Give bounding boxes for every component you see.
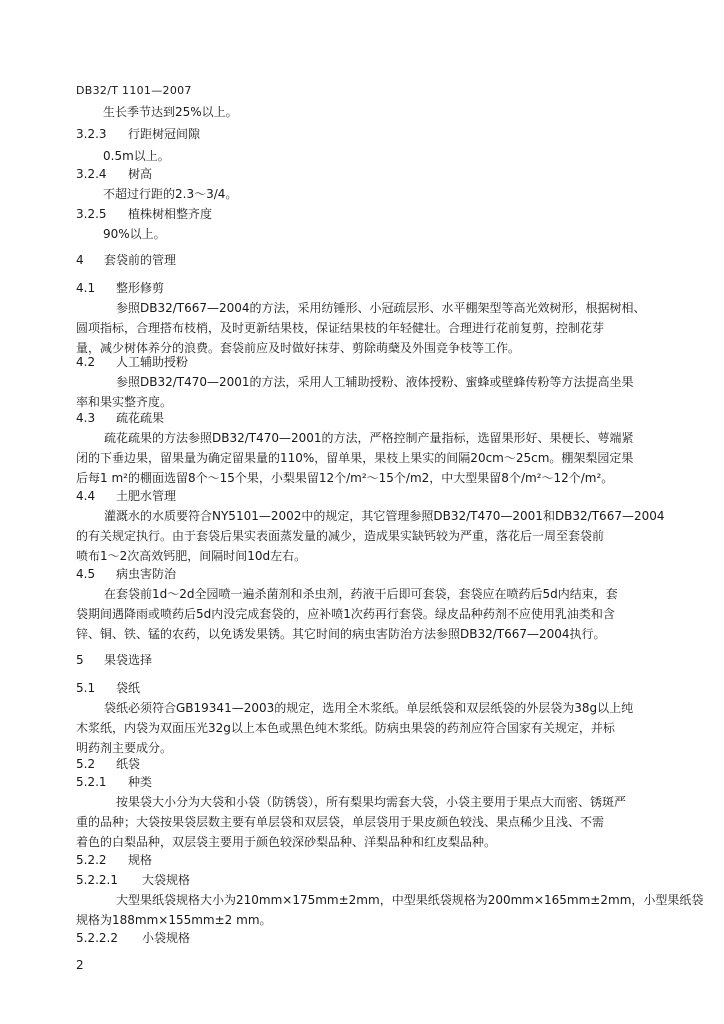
section-heading — [76, 280, 164, 296]
heading-title: 人工辅助授粉 — [116, 355, 189, 369]
text-line: 喷布1～2次高效钙肥，间隔时间10d左右。 — [76, 549, 307, 563]
text-line: 参照DB32/T470—2001的方法，采用人工辅助授粉、液体授粉、蜜蜂或壁蜂传粉等方法提高坐果 — [116, 375, 634, 389]
heading-number: 5.2.1 — [76, 775, 107, 789]
heading-title: 小袋规格 — [142, 931, 191, 945]
section-heading — [76, 930, 190, 946]
page-number: 2 — [76, 958, 84, 972]
text-line: 着色的白梨品种，双层袋主要用于颜色较深砂梨品种、洋梨品种和红皮梨品种。 — [76, 835, 497, 849]
text-line: 灌溉水的水质要符合NY5101—2002中的规定，其它管理参照DB32/T470—2001和DB32/T667—2004 — [104, 509, 665, 523]
section-heading — [76, 872, 190, 888]
section-heading — [76, 680, 140, 696]
text-line: 的有关规定执行。由于套袋后果实表面蒸发量的减少，造成果实缺钙较为严重，落花后一周至套袋前 — [76, 529, 605, 543]
section-heading — [76, 354, 188, 370]
heading-title: 疏花疏果 — [116, 411, 165, 425]
heading-number: 4.2 — [76, 355, 96, 369]
heading-number: 5 — [76, 653, 84, 667]
heading-number: 5.2 — [76, 757, 96, 771]
section-heading — [76, 166, 152, 182]
section-heading — [76, 410, 164, 426]
text-line: 在套袋前1d～2d全园喷一遍杀菌剂和杀虫剂，药液干后即可套袋，套袋应在喷药后5d内结束，套 — [104, 587, 618, 601]
text-line: 袋期间遇降雨或喷药后5d内没完成套袋的，应补喷1次药再行套袋。绿皮品种药剂不应使用乳油类和含 — [76, 607, 615, 621]
heading-title: 树高 — [128, 167, 153, 181]
heading-title: 种类 — [128, 775, 153, 789]
heading-title: 大袋规格 — [142, 873, 191, 887]
heading-number: 4.5 — [76, 567, 96, 581]
section-heading — [76, 252, 176, 268]
text-line: 袋纸必须符合GB19341—2003的规定，选用全木浆纸。单层纸袋和双层纸袋的外层袋为38g以上纯 — [104, 701, 634, 715]
heading-title: 袋纸 — [116, 681, 141, 695]
heading-number: 5.2.2.1 — [76, 873, 118, 887]
text-line: 明药剂主要成分。 — [76, 741, 173, 755]
section-heading — [76, 774, 152, 790]
section-heading — [76, 756, 140, 772]
text-line: 不超过行距的2.3～3/4。 — [103, 187, 238, 201]
heading-title: 整形修剪 — [116, 281, 165, 295]
text-line: 闭的下垂边果，留果量为确定留果量的110%，留单果，果枝上果实的间隔20cm～25cm。棚架梨园定果 — [76, 451, 634, 465]
text-line: 后每1 m²的棚面选留8个～15个果，小梨果留12个/m²～15个/m2，中大型果留8个/m²～12个/m²。 — [76, 471, 614, 485]
section-heading — [76, 206, 212, 222]
text-line: 0.5m以上。 — [103, 149, 170, 163]
section-heading — [76, 126, 200, 142]
text-line: 疏花疏果的方法参照DB32/T470—2001的方法，严格控制产量指标，选留果形好、果梗长、萼端紧 — [104, 431, 634, 445]
section-heading — [76, 852, 152, 868]
heading-number: 4 — [76, 253, 84, 267]
heading-number: 3.2.4 — [76, 167, 107, 181]
heading-title: 纸袋 — [116, 757, 141, 771]
heading-title: 套袋前的管理 — [104, 253, 177, 267]
heading-title: 植株树相整齐度 — [128, 207, 213, 221]
heading-title: 行距树冠间隙 — [128, 127, 201, 141]
text-line: 重的品种；大袋按果袋层数主要有单层袋和双层袋，单层袋用于果皮颜色较浅、果点稀少且浅、不需 — [76, 815, 605, 829]
heading-number: 4.4 — [76, 489, 96, 503]
text-line: 锌、铜、铁、锰的农药，以免诱发果锈。其它时间的病虫害防治方法参照DB32/T667—2004执行。 — [76, 627, 606, 641]
heading-title: 果袋选择 — [104, 653, 153, 667]
heading-number: 3.2.3 — [76, 127, 107, 141]
text-line: 大型果纸袋规格大小为210mm×175mm±2mm，中型果纸袋规格为200mm×165mm±2mm，小型果纸袋 — [116, 893, 704, 907]
heading-number: 5.2.2 — [76, 853, 107, 867]
section-heading — [76, 488, 176, 504]
heading-number: 3.2.5 — [76, 207, 107, 221]
heading-title: 病虫害防治 — [116, 567, 177, 581]
text-line: 木浆纸，内袋为双面压光32g以上本色或黑色纯木浆纸。防病虫果袋的药剂应符合国家有关规定，并标 — [76, 721, 615, 735]
text-line: 规格为188mm×155mm±2 mm。 — [76, 913, 272, 927]
text-line: 90%以上。 — [103, 227, 166, 241]
heading-number: 4.1 — [76, 281, 96, 295]
heading-number: 5.2.2.2 — [76, 931, 118, 945]
heading-number: 5.1 — [76, 681, 96, 695]
text-line: 参照DB32/T667—2004的方法，采用纺锤形、小冠疏层形、水平棚架型等高光效树形，根据树相、 — [116, 301, 646, 315]
text-line: 圆项指标，合理搭布枝梢，及时更新结果枝，保证结果枝的年轻健壮。合理进行花前复剪，控制花芽 — [76, 321, 605, 335]
text-line: 率和果实整齐度。 — [76, 395, 173, 409]
section-heading — [76, 652, 152, 668]
text-line: 按果袋大小分为大袋和小袋（防锈袋），所有梨果均需套大袋，小袋主要用于果点大而密、锈斑严 — [116, 795, 627, 809]
heading-title: 规格 — [128, 853, 153, 867]
doc-code-header: DB32/T 1101—2007 — [76, 84, 192, 97]
text-line: 量，减少树体养分的浪费。套袋前应及时做好抹芽、剪除萌蘖及外围竞争枝等工作。 — [76, 341, 521, 355]
text-line: 生长季节达到25%以上。 — [103, 105, 238, 119]
heading-number: 4.3 — [76, 411, 96, 425]
heading-title: 土肥水管理 — [116, 489, 177, 503]
section-heading — [76, 566, 176, 582]
